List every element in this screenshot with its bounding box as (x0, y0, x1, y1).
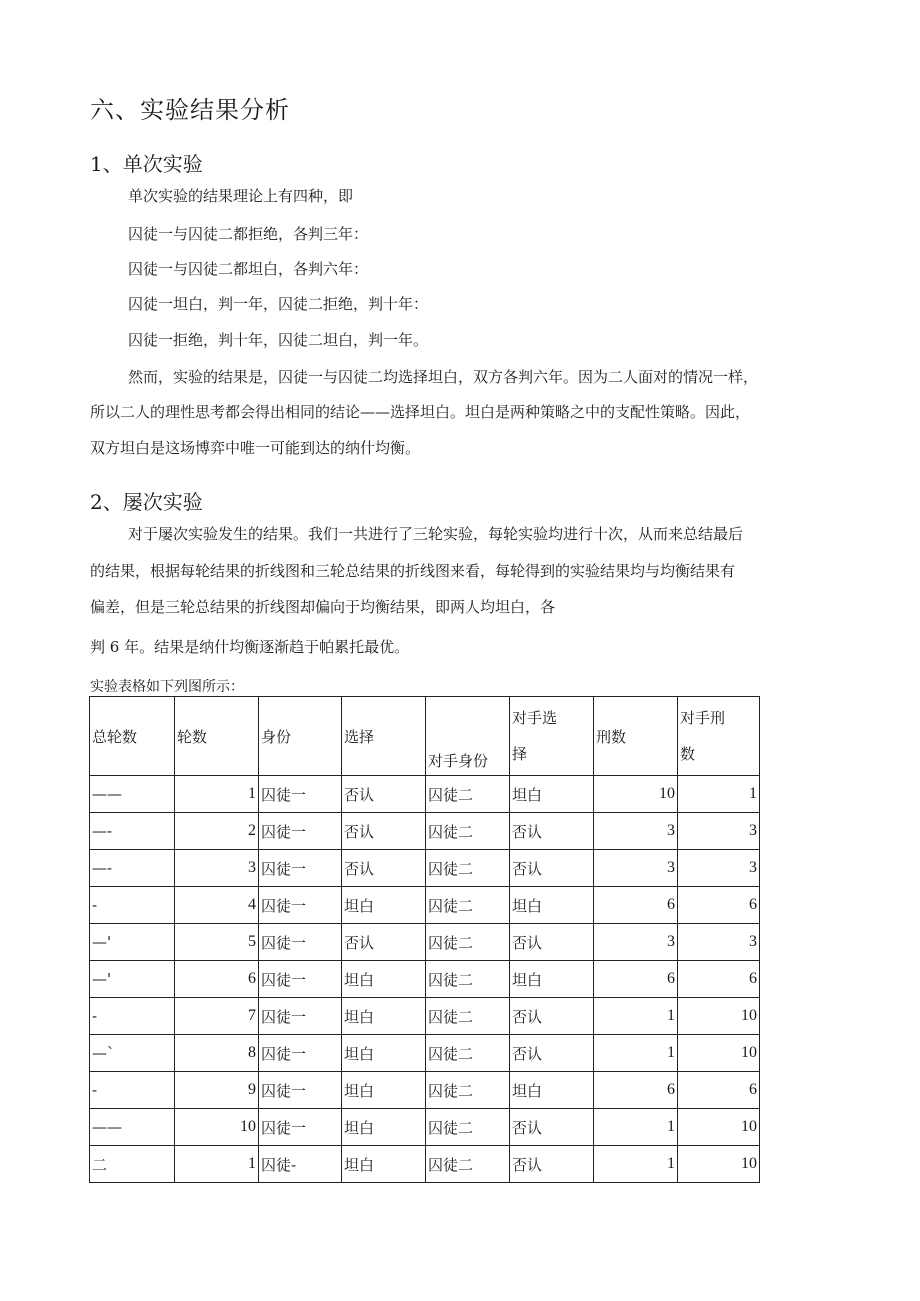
cell-total-rounds: —- (90, 850, 175, 887)
cell-choice: 坦白 (342, 887, 426, 924)
header-total-rounds: 总轮数 (90, 697, 175, 776)
cell-sentence: 6 (594, 887, 678, 924)
cell-choice: 否认 (342, 850, 426, 887)
header-opponent-choice (510, 697, 594, 776)
single-case-1: 囚徒一与囚徒二都拒绝，各判三年： (128, 225, 369, 243)
cell-round: 5 (175, 924, 259, 961)
cell-opponent-sentence: 6 (678, 1072, 760, 1109)
cell-sentence: 3 (594, 924, 678, 961)
repeated-experiment-heading: 2、屡次实验 (90, 490, 203, 514)
table-caption: 实验表格如下列图所示： (90, 679, 244, 695)
cell-total-rounds: - (90, 887, 175, 924)
cell-round: 1 (175, 776, 259, 813)
cell-opponent-choice: 坦白 (510, 1072, 594, 1109)
cell-round: 9 (175, 1072, 259, 1109)
cell-identity: 囚徒一 (259, 1072, 342, 1109)
cell-opponent-choice: 坦白 (510, 887, 594, 924)
cell-opponent-identity: 囚徒二 (426, 887, 510, 924)
cell-choice: 否认 (342, 813, 426, 850)
cell-opponent-identity: 囚徒二 (426, 813, 510, 850)
cell-round: 10 (175, 1109, 259, 1146)
header-choice: 选择 (342, 697, 426, 776)
cell-identity: 囚徒一 (259, 961, 342, 998)
cell-identity: 囚徒一 (259, 850, 342, 887)
single-case-2: 囚徒一与囚徒二都坦白，各判六年： (128, 260, 369, 278)
cell-sentence: 6 (594, 1072, 678, 1109)
experiment-table (89, 696, 760, 1183)
cell-opponent-sentence: 10 (678, 1109, 760, 1146)
cell-round: 4 (175, 887, 259, 924)
single-conclusion-line-1: 然而，实验的结果是，囚徒一与囚徒二均选择坦白，双方各判六年。因为二人面对的情况一样， (128, 368, 759, 386)
header-opponent-sentence (678, 697, 760, 776)
repeated-line-4: 判 6 年。结果是纳什均衡逐渐趋于帕累托最优。 (90, 638, 410, 656)
repeated-line-3: 偏差，但是三轮总结果的折线图却偏向于均衡结果，即两人均坦白，各 (90, 598, 556, 616)
cell-total-rounds: - (90, 1072, 175, 1109)
table-row (90, 1035, 760, 1072)
table-row (90, 1109, 760, 1146)
cell-choice: 坦白 (342, 1072, 426, 1109)
cell-round: 1 (175, 1146, 259, 1183)
cell-choice: 坦白 (342, 1146, 426, 1183)
cell-identity: 囚徒一 (259, 998, 342, 1035)
section-title: 六、实验结果分析 (90, 96, 290, 124)
table-row (90, 813, 760, 850)
cell-choice: 否认 (342, 924, 426, 961)
cell-opponent-identity: 囚徒二 (426, 1072, 510, 1109)
cell-sentence: 3 (594, 850, 678, 887)
header-sentence: 刑数 (594, 697, 678, 776)
cell-opponent-choice: 否认 (510, 924, 594, 961)
cell-opponent-choice: 否认 (510, 1035, 594, 1072)
cell-sentence: 10 (594, 776, 678, 813)
cell-opponent-choice: 否认 (510, 813, 594, 850)
cell-round: 6 (175, 961, 259, 998)
cell-round: 8 (175, 1035, 259, 1072)
single-conclusion-line-3: 双方坦白是这场博弈中唯一可能到达的纳什均衡。 (90, 439, 421, 457)
single-case-3: 囚徒一坦白，判一年，囚徒二拒绝，判十年： (128, 295, 429, 313)
table-row (90, 998, 760, 1035)
cell-opponent-identity: 囚徒二 (426, 1109, 510, 1146)
cell-total-rounds: —` (90, 1035, 175, 1072)
cell-opponent-choice: 否认 (510, 998, 594, 1035)
single-experiment-heading: 1、单次实验 (90, 152, 203, 176)
cell-opponent-sentence: 6 (678, 961, 760, 998)
cell-sentence: 3 (594, 813, 678, 850)
cell-opponent-sentence: 3 (678, 924, 760, 961)
cell-opponent-identity: 囚徒二 (426, 1146, 510, 1183)
cell-identity: 囚徒- (259, 1146, 342, 1183)
table-row (90, 776, 760, 813)
cell-choice: 坦白 (342, 961, 426, 998)
single-case-4: 囚徒一拒绝，判十年，囚徒二坦白，判一年。 (128, 331, 429, 349)
cell-total-rounds: 二 (90, 1146, 175, 1183)
cell-sentence: 1 (594, 1109, 678, 1146)
cell-opponent-choice: 否认 (510, 1109, 594, 1146)
cell-identity: 囚徒一 (259, 1109, 342, 1146)
cell-sentence: 1 (594, 1146, 678, 1183)
cell-opponent-sentence: 1 (678, 776, 760, 813)
header-identity: 身份 (259, 697, 342, 776)
cell-opponent-choice: 坦白 (510, 961, 594, 998)
table-row (90, 887, 760, 924)
single-conclusion-line-2: 所以二人的理性思考都会得出相同的结论——选择坦白。坦白是两种策略之中的支配性策略。因此， (90, 403, 751, 421)
cell-choice: 否认 (342, 776, 426, 813)
cell-round: 2 (175, 813, 259, 850)
cell-total-rounds: —— (90, 776, 175, 813)
cell-choice: 坦白 (342, 1035, 426, 1072)
header-round: 轮数 (175, 697, 259, 776)
cell-opponent-sentence: 3 (678, 850, 760, 887)
cell-identity: 囚徒一 (259, 776, 342, 813)
cell-total-rounds: —' (90, 924, 175, 961)
cell-identity: 囚徒一 (259, 1035, 342, 1072)
cell-sentence: 6 (594, 961, 678, 998)
table-body (90, 776, 760, 1183)
cell-round: 7 (175, 998, 259, 1035)
table-row (90, 961, 760, 998)
cell-total-rounds: - (90, 998, 175, 1035)
cell-opponent-sentence: 10 (678, 1035, 760, 1072)
cell-opponent-identity: 囚徒二 (426, 924, 510, 961)
header-opponent-choice-line-2: 择 (512, 745, 528, 763)
table-row (90, 1072, 760, 1109)
cell-opponent-sentence: 10 (678, 1146, 760, 1183)
header-opponent-sentence-line-2: 数 (680, 745, 696, 763)
cell-sentence: 1 (594, 998, 678, 1035)
cell-round: 3 (175, 850, 259, 887)
cell-opponent-identity: 囚徒二 (426, 961, 510, 998)
cell-total-rounds: —— (90, 1109, 175, 1146)
cell-opponent-sentence: 3 (678, 813, 760, 850)
cell-opponent-sentence: 10 (678, 998, 760, 1035)
cell-opponent-choice: 否认 (510, 1146, 594, 1183)
table-row (90, 1146, 760, 1183)
single-intro: 单次实验的结果理论上有四种，即 (128, 187, 354, 205)
cell-sentence: 1 (594, 1035, 678, 1072)
cell-opponent-identity: 囚徒二 (426, 998, 510, 1035)
header-opponent-identity: 对手身份 (426, 697, 510, 776)
cell-total-rounds: —' (90, 961, 175, 998)
cell-total-rounds: —- (90, 813, 175, 850)
table-header-row (90, 697, 760, 776)
header-opponent-sentence-line-1: 对手刑 (680, 709, 726, 727)
cell-identity: 囚徒一 (259, 813, 342, 850)
cell-identity: 囚徒一 (259, 924, 342, 961)
table-row (90, 850, 760, 887)
table-row (90, 924, 760, 961)
cell-opponent-identity: 囚徒二 (426, 850, 510, 887)
header-opponent-choice-line-1: 对手选 (512, 709, 558, 727)
repeated-line-2: 的结果，根据每轮结果的折线图和三轮总结果的折线图来看，每轮得到的实验结果均与均衡结果有 (90, 562, 736, 580)
cell-opponent-choice: 否认 (510, 850, 594, 887)
cell-opponent-identity: 囚徒二 (426, 776, 510, 813)
repeated-line-1: 对于屡次实验发生的结果。我们一共进行了三轮实验，每轮实验均进行十次，从而来总结最后 (128, 525, 744, 543)
cell-choice: 坦白 (342, 1109, 426, 1146)
cell-opponent-sentence: 6 (678, 887, 760, 924)
cell-choice: 坦白 (342, 998, 426, 1035)
cell-opponent-choice: 坦白 (510, 776, 594, 813)
cell-opponent-identity: 囚徒二 (426, 1035, 510, 1072)
cell-identity: 囚徒一 (259, 887, 342, 924)
